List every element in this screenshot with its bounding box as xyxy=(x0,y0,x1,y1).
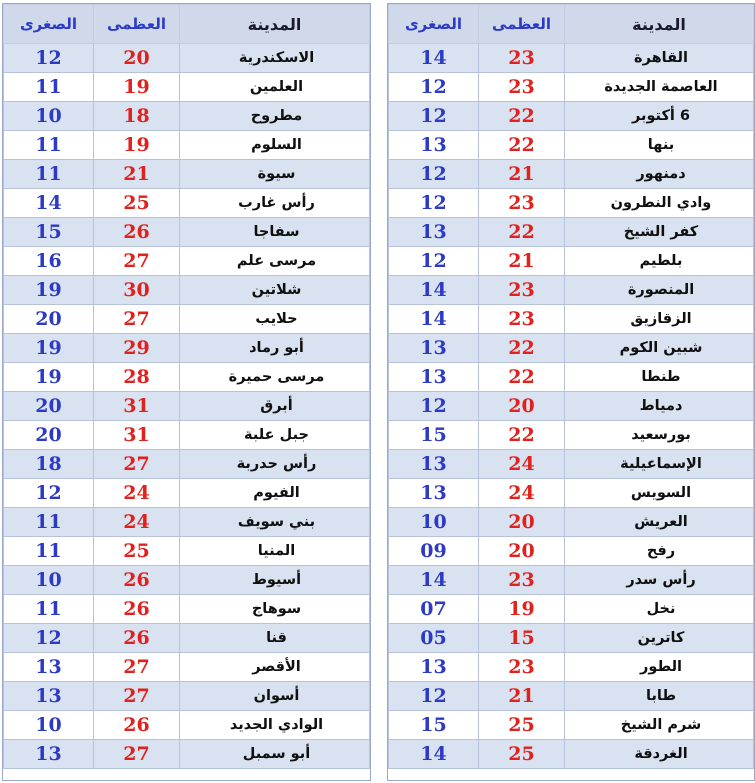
min-cell: 05 xyxy=(389,624,479,653)
table-row xyxy=(4,624,370,653)
max-cell: 24 xyxy=(94,479,180,508)
min-cell: 13 xyxy=(389,334,479,363)
city-cell: قنا xyxy=(180,624,370,653)
city-cell: كاترين xyxy=(565,624,754,653)
table-row xyxy=(389,711,754,740)
city-cell: بنها xyxy=(565,131,754,160)
max-cell: 26 xyxy=(94,595,180,624)
table-row xyxy=(4,363,370,392)
city-cell: الفيوم xyxy=(180,479,370,508)
max-cell: 22 xyxy=(479,102,565,131)
max-cell: 25 xyxy=(94,189,180,218)
city-cell: سيوة xyxy=(180,160,370,189)
city-cell: أبو سمبل xyxy=(180,740,370,769)
max-cell: 23 xyxy=(479,305,565,334)
table-row xyxy=(389,131,754,160)
city-cell: المنيا xyxy=(180,537,370,566)
max-cell: 19 xyxy=(94,73,180,102)
min-cell: 10 xyxy=(4,102,94,131)
table-row xyxy=(389,102,754,131)
table-row xyxy=(389,682,754,711)
min-cell: 12 xyxy=(389,102,479,131)
city-cell: دمياط xyxy=(565,392,754,421)
city-cell: السلوم xyxy=(180,131,370,160)
city-cell: كفر الشيخ xyxy=(565,218,754,247)
min-cell: 20 xyxy=(4,421,94,450)
city-cell: جبل علبة xyxy=(180,421,370,450)
header-max: العظمى xyxy=(479,5,565,44)
min-cell: 14 xyxy=(389,566,479,595)
min-cell: 12 xyxy=(4,624,94,653)
table-row xyxy=(389,479,754,508)
table-row xyxy=(389,624,754,653)
table-row xyxy=(389,276,754,305)
min-cell: 11 xyxy=(4,537,94,566)
max-cell: 19 xyxy=(94,131,180,160)
table-row xyxy=(389,392,754,421)
min-cell: 12 xyxy=(389,247,479,276)
table-row xyxy=(389,160,754,189)
city-cell: العريش xyxy=(565,508,754,537)
table-row xyxy=(389,305,754,334)
min-cell: 10 xyxy=(4,566,94,595)
max-cell: 27 xyxy=(94,247,180,276)
city-cell: بورسعيد xyxy=(565,421,754,450)
min-cell: 20 xyxy=(4,305,94,334)
table-row xyxy=(4,218,370,247)
city-cell: 6 أكتوبر xyxy=(565,102,754,131)
max-cell: 24 xyxy=(479,479,565,508)
table-row xyxy=(4,682,370,711)
min-cell: 12 xyxy=(389,73,479,102)
table-row xyxy=(4,392,370,421)
min-cell: 12 xyxy=(389,160,479,189)
city-cell: شلاتين xyxy=(180,276,370,305)
max-cell: 15 xyxy=(479,624,565,653)
min-cell: 19 xyxy=(4,276,94,305)
city-cell: الزقازيق xyxy=(565,305,754,334)
table-row xyxy=(4,537,370,566)
city-cell: سفاجا xyxy=(180,218,370,247)
min-cell: 13 xyxy=(4,682,94,711)
min-cell: 13 xyxy=(4,653,94,682)
header-city: المدينة xyxy=(565,5,754,44)
min-cell: 11 xyxy=(4,73,94,102)
max-cell: 31 xyxy=(94,392,180,421)
max-cell: 20 xyxy=(479,537,565,566)
city-cell: رأس غارب xyxy=(180,189,370,218)
min-cell: 19 xyxy=(4,334,94,363)
city-cell: الطور xyxy=(565,653,754,682)
table-row xyxy=(389,44,754,73)
max-cell: 26 xyxy=(94,624,180,653)
city-cell: الاسكندرية xyxy=(180,44,370,73)
min-cell: 19 xyxy=(4,363,94,392)
header-min: الصغرى xyxy=(4,5,94,44)
city-cell: رأس سدر xyxy=(565,566,754,595)
min-cell: 14 xyxy=(389,305,479,334)
min-cell: 11 xyxy=(4,595,94,624)
max-cell: 20 xyxy=(479,392,565,421)
max-cell: 27 xyxy=(94,305,180,334)
city-cell: شبين الكوم xyxy=(565,334,754,363)
table-row xyxy=(4,421,370,450)
table-row xyxy=(4,102,370,131)
table-row xyxy=(389,189,754,218)
city-cell: دمنهور xyxy=(565,160,754,189)
table-row xyxy=(389,421,754,450)
header-min: الصغرى xyxy=(389,5,479,44)
min-cell: 09 xyxy=(389,537,479,566)
max-cell: 27 xyxy=(94,450,180,479)
min-cell: 13 xyxy=(389,363,479,392)
max-cell: 27 xyxy=(94,740,180,769)
city-cell: رفح xyxy=(565,537,754,566)
city-cell: طنطا xyxy=(565,363,754,392)
left-temperature-table-panel xyxy=(2,3,371,781)
table-row xyxy=(4,566,370,595)
max-cell: 21 xyxy=(479,247,565,276)
max-cell: 22 xyxy=(479,334,565,363)
max-cell: 27 xyxy=(94,653,180,682)
table-row xyxy=(4,479,370,508)
city-cell: العاصمة الجديدة xyxy=(565,73,754,102)
city-cell: نخل xyxy=(565,595,754,624)
min-cell: 15 xyxy=(4,218,94,247)
table-row xyxy=(389,218,754,247)
min-cell: 07 xyxy=(389,595,479,624)
min-cell: 18 xyxy=(4,450,94,479)
table-row xyxy=(4,595,370,624)
max-cell: 30 xyxy=(94,276,180,305)
left-temperature-table xyxy=(3,4,370,769)
city-cell: المنصورة xyxy=(565,276,754,305)
city-cell: أبو رماد xyxy=(180,334,370,363)
max-cell: 31 xyxy=(94,421,180,450)
city-cell: بلطيم xyxy=(565,247,754,276)
min-cell: 14 xyxy=(389,276,479,305)
table-row xyxy=(4,44,370,73)
city-cell: سوهاج xyxy=(180,595,370,624)
max-cell: 23 xyxy=(479,276,565,305)
city-cell: بني سويف xyxy=(180,508,370,537)
city-cell: مرسى حميرة xyxy=(180,363,370,392)
min-cell: 11 xyxy=(4,160,94,189)
city-cell: أسوان xyxy=(180,682,370,711)
city-cell: طابا xyxy=(565,682,754,711)
table-row xyxy=(4,711,370,740)
table-row xyxy=(4,73,370,102)
table-row xyxy=(4,131,370,160)
city-cell: الإسماعيلية xyxy=(565,450,754,479)
table-row xyxy=(4,160,370,189)
table-row xyxy=(4,508,370,537)
table-row xyxy=(4,450,370,479)
min-cell: 14 xyxy=(389,44,479,73)
max-cell: 20 xyxy=(479,508,565,537)
city-cell: الأقصر xyxy=(180,653,370,682)
city-cell: أسيوط xyxy=(180,566,370,595)
header-city: المدينة xyxy=(180,5,370,44)
min-cell: 20 xyxy=(4,392,94,421)
max-cell: 26 xyxy=(94,566,180,595)
city-cell: شرم الشيخ xyxy=(565,711,754,740)
table-row xyxy=(4,740,370,769)
max-cell: 22 xyxy=(479,363,565,392)
max-cell: 23 xyxy=(479,44,565,73)
table-row xyxy=(4,247,370,276)
right-temperature-table-panel xyxy=(387,3,755,781)
min-cell: 10 xyxy=(4,711,94,740)
max-cell: 29 xyxy=(94,334,180,363)
min-cell: 15 xyxy=(389,711,479,740)
table-row xyxy=(389,740,754,769)
min-cell: 12 xyxy=(4,479,94,508)
max-cell: 21 xyxy=(479,682,565,711)
city-cell: مرسى علم xyxy=(180,247,370,276)
table-row xyxy=(4,276,370,305)
city-cell: وادي النطرون xyxy=(565,189,754,218)
min-cell: 15 xyxy=(389,421,479,450)
min-cell: 13 xyxy=(4,740,94,769)
min-cell: 12 xyxy=(389,392,479,421)
city-cell: الوادي الجديد xyxy=(180,711,370,740)
city-cell: العلمين xyxy=(180,73,370,102)
max-cell: 22 xyxy=(479,421,565,450)
min-cell: 11 xyxy=(4,131,94,160)
max-cell: 19 xyxy=(479,595,565,624)
right-table-header-row xyxy=(389,5,754,44)
min-cell: 13 xyxy=(389,131,479,160)
max-cell: 25 xyxy=(94,537,180,566)
max-cell: 24 xyxy=(94,508,180,537)
left-table-header-row xyxy=(4,5,370,44)
max-cell: 23 xyxy=(479,73,565,102)
table-row xyxy=(389,537,754,566)
right-temperature-table xyxy=(388,4,754,769)
city-cell: أبرق xyxy=(180,392,370,421)
right-table-body xyxy=(389,44,754,769)
max-cell: 23 xyxy=(479,653,565,682)
table-row xyxy=(389,334,754,363)
min-cell: 12 xyxy=(389,189,479,218)
min-cell: 14 xyxy=(389,740,479,769)
min-cell: 11 xyxy=(4,508,94,537)
min-cell: 13 xyxy=(389,653,479,682)
max-cell: 21 xyxy=(479,160,565,189)
table-row xyxy=(389,73,754,102)
max-cell: 22 xyxy=(479,131,565,160)
max-cell: 21 xyxy=(94,160,180,189)
table-row xyxy=(389,450,754,479)
city-cell: السويس xyxy=(565,479,754,508)
city-cell: الغردقة xyxy=(565,740,754,769)
max-cell: 26 xyxy=(94,218,180,247)
min-cell: 14 xyxy=(4,189,94,218)
max-cell: 25 xyxy=(479,740,565,769)
min-cell: 13 xyxy=(389,218,479,247)
min-cell: 13 xyxy=(389,479,479,508)
left-table-body xyxy=(4,44,370,769)
table-row xyxy=(4,334,370,363)
city-cell: حلايب xyxy=(180,305,370,334)
max-cell: 23 xyxy=(479,566,565,595)
max-cell: 23 xyxy=(479,189,565,218)
max-cell: 28 xyxy=(94,363,180,392)
table-row xyxy=(4,305,370,334)
city-cell: مطروح xyxy=(180,102,370,131)
table-row xyxy=(4,653,370,682)
table-row xyxy=(389,508,754,537)
max-cell: 27 xyxy=(94,682,180,711)
min-cell: 13 xyxy=(389,450,479,479)
city-cell: رأس حدربة xyxy=(180,450,370,479)
min-cell: 10 xyxy=(389,508,479,537)
max-cell: 18 xyxy=(94,102,180,131)
table-row xyxy=(389,653,754,682)
table-row xyxy=(4,189,370,218)
city-cell: القاهرة xyxy=(565,44,754,73)
table-row xyxy=(389,566,754,595)
table-row xyxy=(389,363,754,392)
table-row xyxy=(389,247,754,276)
max-cell: 25 xyxy=(479,711,565,740)
max-cell: 20 xyxy=(94,44,180,73)
min-cell: 12 xyxy=(4,44,94,73)
min-cell: 16 xyxy=(4,247,94,276)
table-row xyxy=(389,595,754,624)
max-cell: 22 xyxy=(479,218,565,247)
max-cell: 26 xyxy=(94,711,180,740)
header-max: العظمى xyxy=(94,5,180,44)
max-cell: 24 xyxy=(479,450,565,479)
min-cell: 12 xyxy=(389,682,479,711)
